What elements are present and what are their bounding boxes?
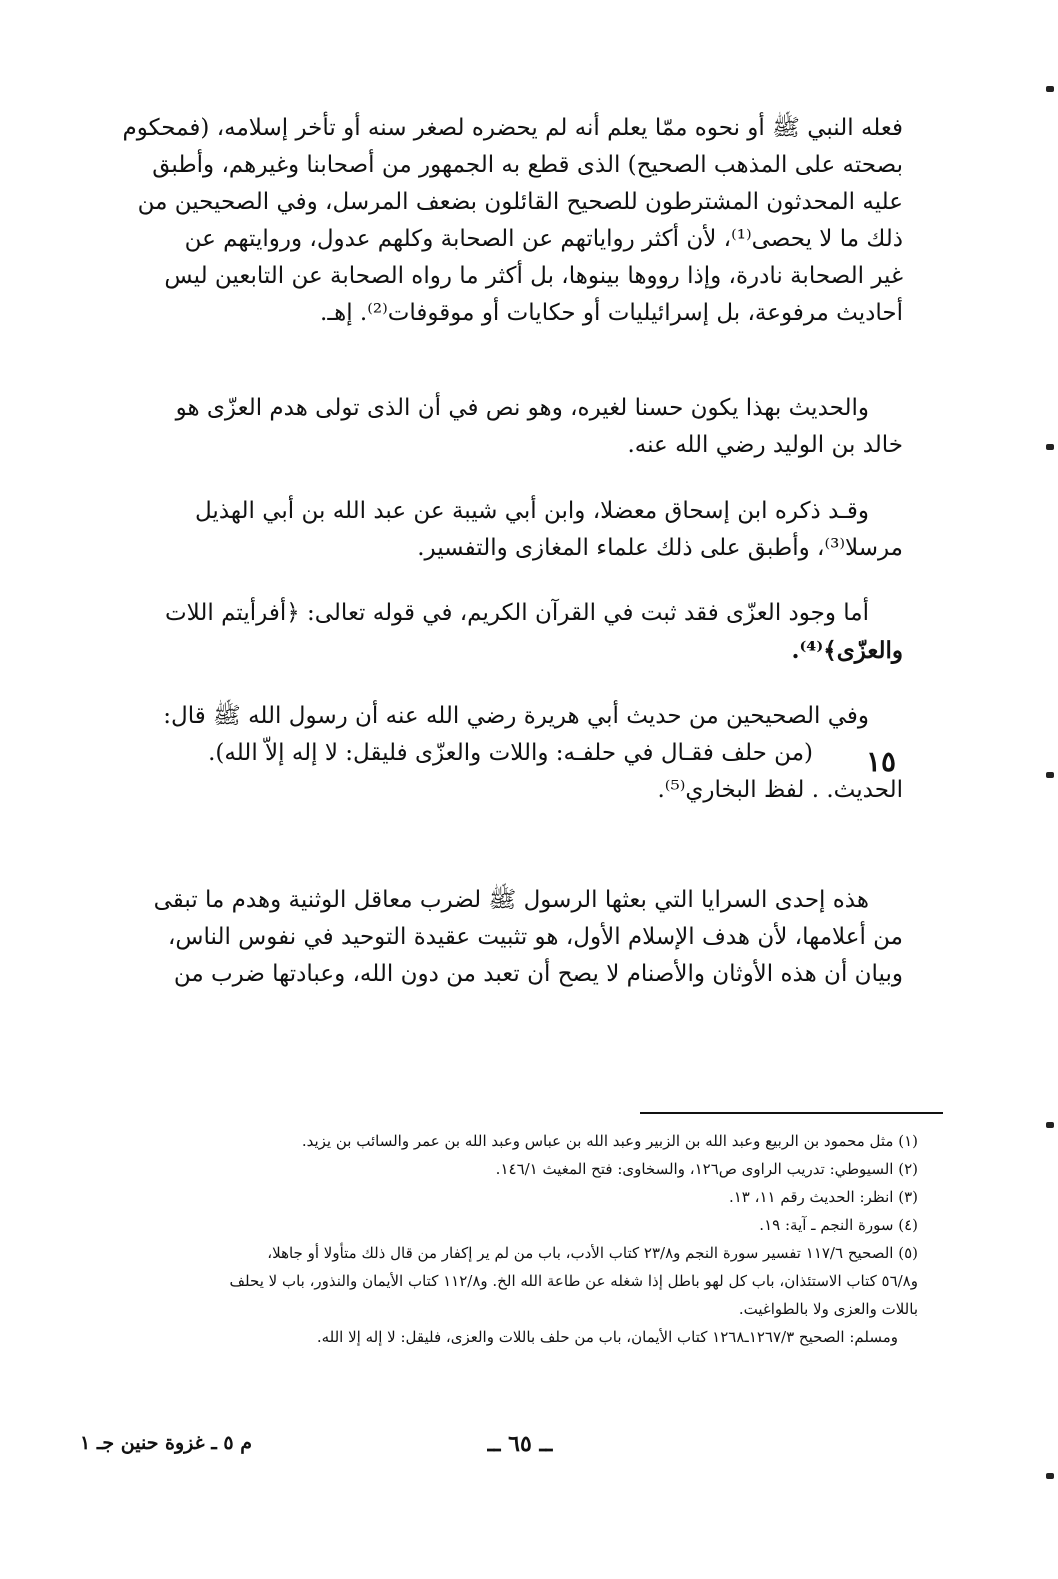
edge-mark — [1046, 444, 1054, 450]
body-line: من أعلامها، لأن هدف الإسلام الأول، هو تثبيت عقيدة التوحيد في نفوس الناس، — [168, 924, 903, 950]
edge-mark — [1046, 1473, 1054, 1479]
body-line: الحديث. . لفظ البخاري⁽⁵⁾. — [657, 777, 903, 803]
edge-mark — [1046, 772, 1054, 778]
paragraph-ibn-ishaq — [108, 493, 903, 567]
body-line: مرسلا⁽³⁾، وأطبق على ذلك علماء المغازى والتفسير. — [417, 535, 903, 561]
body-line: (من حلف فقـال في حلفـه: واللات والعزّى فليقل: لا إله إلاّ الله). — [208, 740, 813, 766]
body-line: والحديث بهذا يكون حسنا لغيره، وهو نص في أن الذى تولى هدم العزّى هو — [175, 395, 869, 421]
body-line: فعله النبي ﷺ أو نحوه ممّا يعلم أنه لم يحضره لصغر سنه أو تأخر إسلامه، (فمحكوم — [122, 115, 903, 141]
body-line: بصحته على المذهب الصحيح) الذى قطع به الجمهور من أصحابنا وغيرهم، وأطبق — [152, 152, 903, 178]
running-footer: م ٥ ـ غزوة حنين جـ ١ — [80, 1432, 253, 1454]
body-line: وفي الصحيحين من حديث أبي هريرة رضي الله عنه أن رسول الله ﷺ قال: — [163, 703, 869, 729]
body-line: عليه المحدثون المشترطون للصحيح القائلون بضعف المرسل، وفي الصحيحين من — [137, 189, 903, 215]
paragraph-hadith-ruling — [108, 110, 903, 332]
footnote: (٤) سورة النجم ـ آية: ١٩. — [759, 1216, 918, 1234]
footnote: و٥٦/٨ كتاب الاستئذان، باب كل لهو باطل إذا شغله عن طاعة الله الخ. و١١٢/٨ كتاب الأيمان والنذور، باب لا يحلف — [229, 1272, 918, 1290]
paragraph-sahihayn — [108, 698, 903, 809]
footnotes — [118, 1127, 918, 1351]
footnote: باللات والعزى ولا بالطواغيت. — [738, 1300, 918, 1318]
paragraph-khalid — [108, 390, 903, 464]
footnote: ومسلم: الصحيح ١٢٦٧/٣ـ١٢٦٨ كتاب الأيمان، باب من حلف باللات والعزى، فليقل: لا إله إلا الله. — [316, 1328, 898, 1346]
body-line: والعزّى﴾⁽⁴⁾. — [791, 637, 903, 664]
body-line: وبيان أن هذه الأوثان والأصنام لا يصح أن تعبد من دون الله، وعبادتها ضرب من — [173, 961, 903, 987]
margin-number: ١٥ — [866, 745, 897, 778]
page-number: ــ ٦٥ ــ — [487, 1431, 553, 1457]
body-line: أحاديث مرفوعة، بل إسرائيليات أو حكايات أو موقوفات⁽²⁾. إهـ. — [320, 300, 903, 326]
body-line: غير الصحابة نادرة، وإذا رووها بينوها، بل أكثر ما رواه الصحابة عن التابعين ليس — [164, 263, 903, 289]
footnote-separator — [640, 1112, 943, 1114]
paragraph-sarayah — [108, 882, 903, 993]
edge-mark — [1046, 1122, 1054, 1128]
paragraph-quran-verse — [108, 595, 903, 669]
edge-mark — [1046, 86, 1054, 92]
body-line: ذلك ما لا يحصى⁽¹⁾، لأن أكثر رواياتهم عن الصحابة وكلهم عدول، وروايتهم عن — [184, 226, 903, 252]
footnote: (١) مثل محمود بن الربيع وعبد الله بن الزبير وعبد الله بن عباس وعبد الله بن عمر والسائب بن يزيد. — [301, 1132, 918, 1150]
body-line: أما وجود العزّى فقد ثبت في القرآن الكريم، في قوله تعالى: ﴿أفرأيتم اللات — [165, 600, 869, 626]
footnote: (٣) انظر: الحديث رقم ١١، ١٣. — [728, 1188, 918, 1206]
footnote: (٢) السيوطي: تدريب الراوى ص١٢٦، والسخاوى: فتح المغيث ١٤٦/١. — [495, 1160, 918, 1178]
body-line: هذه إحدى السرايا التي بعثها الرسول ﷺ لضرب معاقل الوثنية وهدم ما تبقى — [153, 887, 869, 913]
body-line: وقـد ذكره ابن إسحاق معضلا، وابن أبي شيبة عن عبد الله بن أبي الهذيل — [195, 498, 869, 524]
body-line: خالد بن الوليد رضي الله عنه. — [627, 432, 903, 458]
footnote: (٥) الصحيح ١١٧/٦ تفسير سورة النجم و٢٣/٨ كتاب الأدب، باب من لم ير إكفار من قال ذلك متأولا أو جاهلا، — [267, 1244, 918, 1262]
